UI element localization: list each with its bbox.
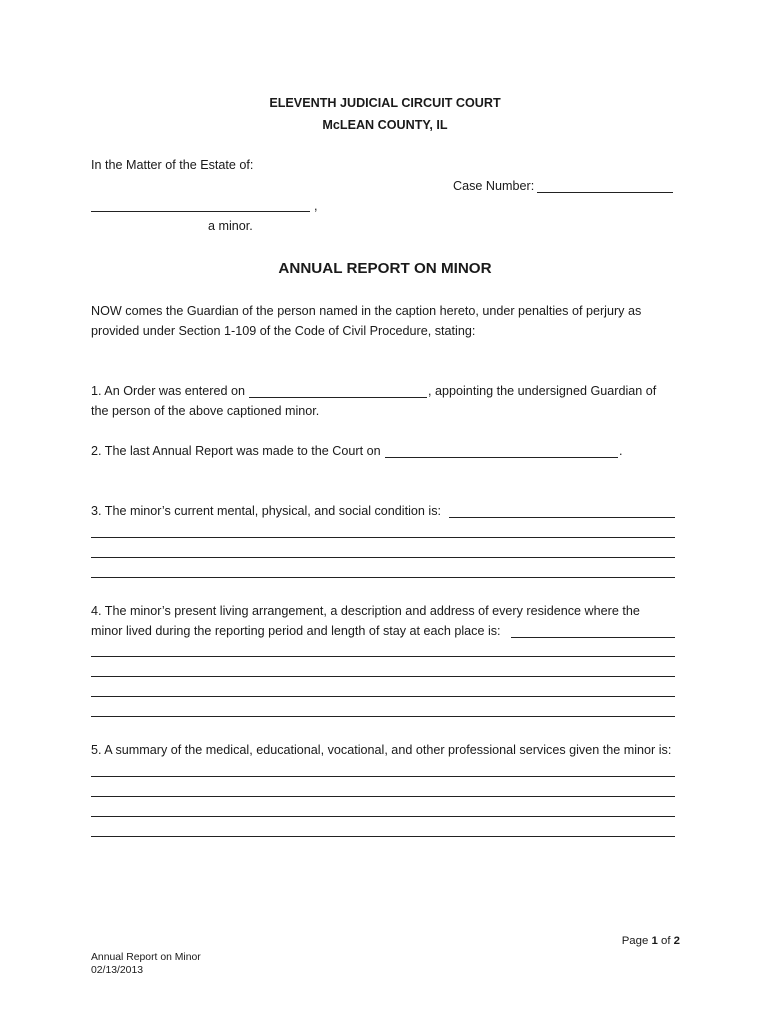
intro-line-1: NOW comes the Guardian of the person named in the caption hereto, under penalties of perjury as xyxy=(91,304,642,318)
page-word: Page xyxy=(621,935,649,947)
condition-field-line-4[interactable] xyxy=(91,577,675,578)
item-1-text-b: , appointing the undersigned Guardian of xyxy=(428,384,657,398)
order-date-field[interactable] xyxy=(249,397,427,398)
living-arrangement-field-line-5[interactable] xyxy=(91,716,675,717)
case-number-field[interactable] xyxy=(537,192,673,193)
living-arrangement-field-line-4[interactable] xyxy=(91,696,675,697)
item-2-period: . xyxy=(619,444,623,458)
item-5-text: 5. A summary of the medical, educational, vocational, and other professional services given the minor is: xyxy=(91,743,672,757)
document-title: ANNUAL REPORT ON MINOR xyxy=(278,260,492,277)
item-1-text-c: the person of the above captioned minor. xyxy=(91,404,320,418)
condition-field-line-3[interactable] xyxy=(91,557,675,558)
estate-matter-label: In the Matter of the Estate of: xyxy=(91,158,254,172)
services-field-line-4[interactable] xyxy=(91,836,675,837)
item-4-text-a: 4. The minor’s present living arrangement, a description and address of every residence where the xyxy=(91,604,640,618)
minor-label: a minor. xyxy=(208,219,253,233)
footer-form-date: 02/13/2013 xyxy=(91,965,144,976)
condition-field-line-2[interactable] xyxy=(91,537,675,538)
page-number xyxy=(622,935,680,948)
case-number-label: Case Number: xyxy=(453,179,535,193)
living-arrangement-field-line-3[interactable] xyxy=(91,676,675,677)
living-arrangement-field-line-2[interactable] xyxy=(91,656,675,657)
item-4-text-b: minor lived during the reporting period and length of stay at each place is: xyxy=(91,624,501,638)
last-report-date-field[interactable] xyxy=(385,457,618,458)
page-current: 1 xyxy=(651,935,658,947)
page-of: of xyxy=(660,935,671,947)
page-total: 2 xyxy=(673,935,680,947)
intro-line-2: provided under Section 1-109 of the Code of Civil Procedure, stating: xyxy=(91,324,476,338)
minor-name-field[interactable] xyxy=(91,211,310,212)
name-comma: , xyxy=(314,199,318,213)
item-3-text: 3. The minor’s current mental, physical, and social condition is: xyxy=(91,504,441,518)
condition-field-line-1[interactable] xyxy=(449,517,675,518)
court-name: ELEVENTH JUDICIAL CIRCUIT COURT xyxy=(269,96,501,110)
item-1-text-a: 1. An Order was entered on xyxy=(91,384,246,398)
services-field-line-1[interactable] xyxy=(91,776,675,777)
services-field-line-2[interactable] xyxy=(91,796,675,797)
living-arrangement-field-line-1[interactable] xyxy=(511,637,675,638)
footer-form-name: Annual Report on Minor xyxy=(91,952,201,963)
services-field-line-3[interactable] xyxy=(91,816,675,817)
county-name: McLEAN COUNTY, IL xyxy=(322,118,448,132)
item-2-text-a: 2. The last Annual Report was made to the Court on xyxy=(91,444,381,458)
